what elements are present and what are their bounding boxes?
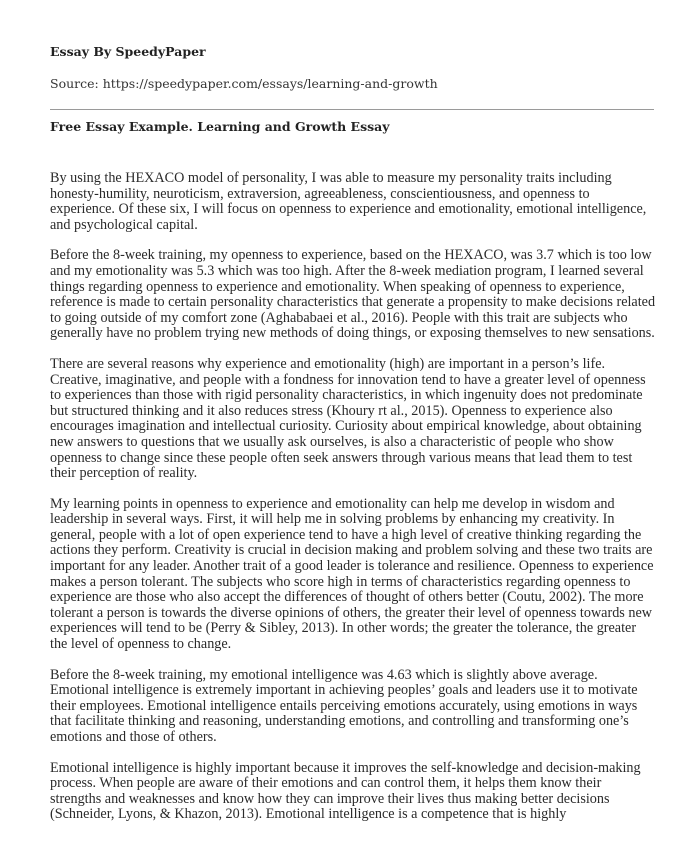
essay-title: Free Essay Example. Learning and Growth Essay: [50, 119, 390, 134]
essay-body: [50, 171, 656, 838]
essay-paragraph: By using the HEXACO model of personality, I was able to measure my personality traits including honesty-humility, neuroticism, extraversion, agreeableness, conscientiousness, and openness to experience. Of these six, I will focus on openness to experience and emotionality, emotional intelligence, and psychological capital.: [50, 170, 647, 233]
header-divider: [50, 109, 654, 110]
essay-paragraph: There are several reasons why experience and emotionality (high) are important in a person’s life. Creative, imaginative, and people with a fondness for innovation tend to have a greater level of openness to experiences than those with rigid personality characteristics, in which ingenuity does not predominate but structured thinking and it also reduces stress (Khoury rt al., 2015). Openness to experience also encourages imagination and intellectual curiosity. Curiosity about empirical knowledge, about obtaining new answers to questions that we usually ask ourselves, is also a characteristic of people who show openness to change since these people often seek answers through various means that lead them to test their perception of reality.: [50, 355, 646, 482]
site-title: Essay By SpeedyPaper: [50, 44, 206, 59]
document-header: [50, 44, 654, 92]
essay-paragraph: Emotional intelligence is highly important because it improves the self-knowledge and decision-making process. When people are aware of their emotions and can control them, it helps them know their strengths and weaknesses and know how they can improve their lives thus making better decisions (Schneider, Lyons, & Khazon, 2013). Emotional intelligence is a competence that is highly: [50, 759, 641, 823]
essay-paragraph: Before the 8-week training, my emotional intelligence was 4.63 which is slightly above average. Emotional intelligence is extremely important in achieving peoples’ goals and leaders use it to motivate their employees. Emotional intelligence entails perceiving emotions accurately, using emotions in ways that facilitate thinking and reasoning, understanding emotions, and controlling and transforming one’s emotions and those of others.: [50, 666, 638, 745]
essay-paragraph: My learning points in openness to experience and emotionality can help me develop in wisdom and leadership in several ways. First, it will help me in solving problems by enhancing my creativity. In general, people with a lot of open experience tend to have a high level of creative thinking regarding the actions they perform. Creativity is crucial in decision making and problem solving and these two traits are important for any leader. Another trait of a good leader is tolerance and resilience. Openness to experience makes a person tolerant. The subjects who score high in terms of characteristics regarding openness to experience are those who also accept the differences of thought of others better (Coutu, 2002). The more tolerant a person is towards the diverse opinions of others, the greater their level of openness towards new experiences will tend to be (Perry & Sibley, 2013). In other words; the greater the tolerance, the greater the level of openness to change.: [50, 495, 654, 653]
source-line: Source: https://speedypaper.com/essays/learning-and-growth: [50, 76, 438, 91]
essay-paragraph: Before the 8-week training, my openness to experience, based on the HEXACO, was 3.7 which is too low and my emotionality was 5.3 which was too high. After the 8-week mediation program, I learned several things regarding openness to experience and emotionality. When speaking of openness to experience, reference is made to certain personality characteristics that generate a propensity to make decisions related to going outside of my comfort zone (Aghababaei et al., 2016). People with this trait are subjects who generally have no problem trying new methods of doing things, or exposing themselves to new sensations.: [50, 247, 656, 342]
